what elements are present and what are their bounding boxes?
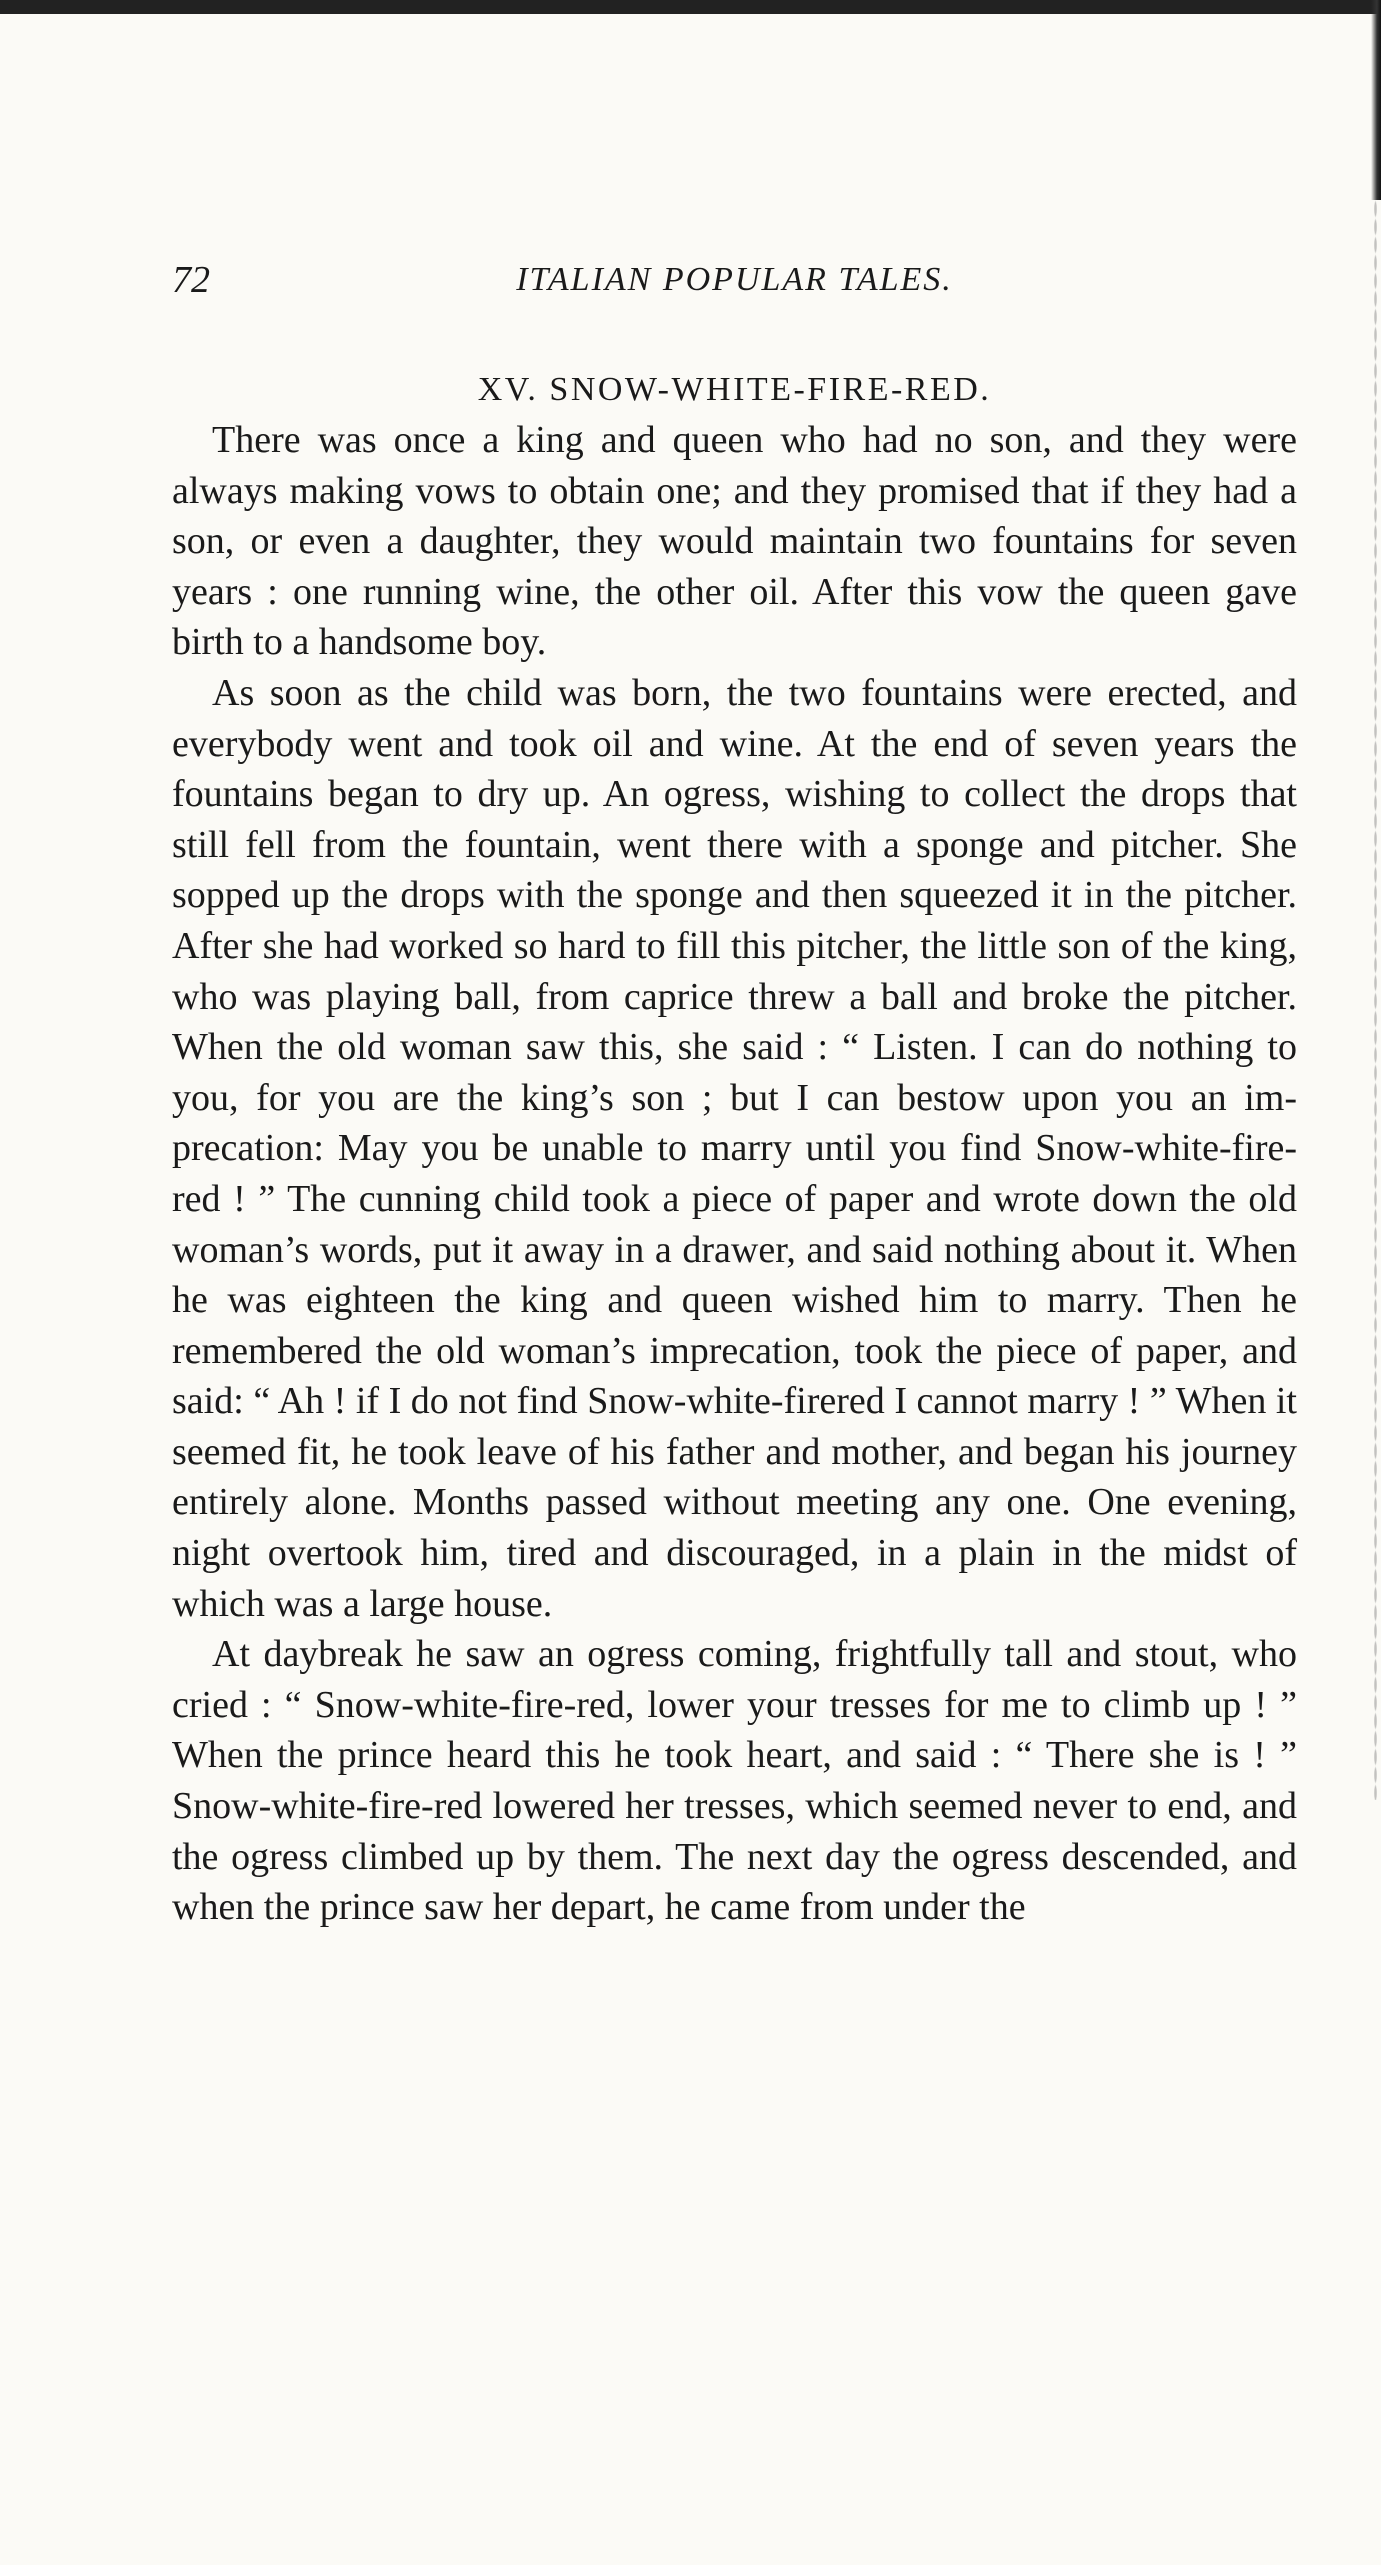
running-head: ITALIAN POPULAR TALES. xyxy=(516,261,953,298)
page-edge-speckle xyxy=(1374,200,1377,1800)
paragraph: As soon as the child was born, the two fountains were erected, and everybody went and took oil and wine. At the end of seven years the fountains began to dry up. An ogress, wishing to collect the drops that still fell from the fountain, went there with a sponge and pitcher. She sopped up the drops with the sponge and then squeezed it in the pitcher. After she had worked so hard to fill this pitcher, the little son of the king, who was playing ball, from caprice threw a ball and broke the pitcher. When the old woman saw this, she said : “ Listen. I can do nothing to you, for you are the king’s son ; but I can bestow upon you an imprecation: May you be unable to marry until you find Snow-white-fire-red ! ” The cunning child took a piece of paper and wrote down the old woman’s words, put it away in a drawer, and said nothing about it. When he was eighteen the king and queen wished him to marry. Then he remembered the old woman’s imprecation, took the piece of paper, and said: “ Ah ! if I do not find Snow-white-firered I cannot marry ! ” When it seemed fit, he took leave of his father and mother, and began his journey entirely alone. Months passed without meeting any one. One evening, night overtook him, tired and discouraged, in a plain in the midst of which was a large house. xyxy=(172,671,1297,1625)
paragraph: At daybreak he saw an ogress coming, frightfully tall and stout, who cried : “ Snow-white-fire-red, lower your tresses for me to climb up ! ” When the prince heard this he took heart, and said : “ There she is ! ” Snow-white-fire-red lowered her tresses, which seemed never to end, and the ogress climbed up by them. The next day the ogress descended, and when the prince saw her depart, he came from under the xyxy=(172,1633,1297,1929)
body-text xyxy=(172,415,1297,1933)
page-edge-shadow xyxy=(1371,0,1381,200)
page-number: 72 xyxy=(172,259,210,301)
page-header xyxy=(172,255,1297,315)
paragraph: There was once a king and queen who had no son, and they were always making vows to obtain one; and they promised that if they had a son, or even a daughter, they would maintain two fountains for seven years : one running wine, the other oil. After this vow the queen gave birth to a handsome boy. xyxy=(172,419,1297,664)
top-border xyxy=(0,0,1381,14)
chapter-title: XV. SNOW-WHITE-FIRE-RED. xyxy=(477,371,992,408)
